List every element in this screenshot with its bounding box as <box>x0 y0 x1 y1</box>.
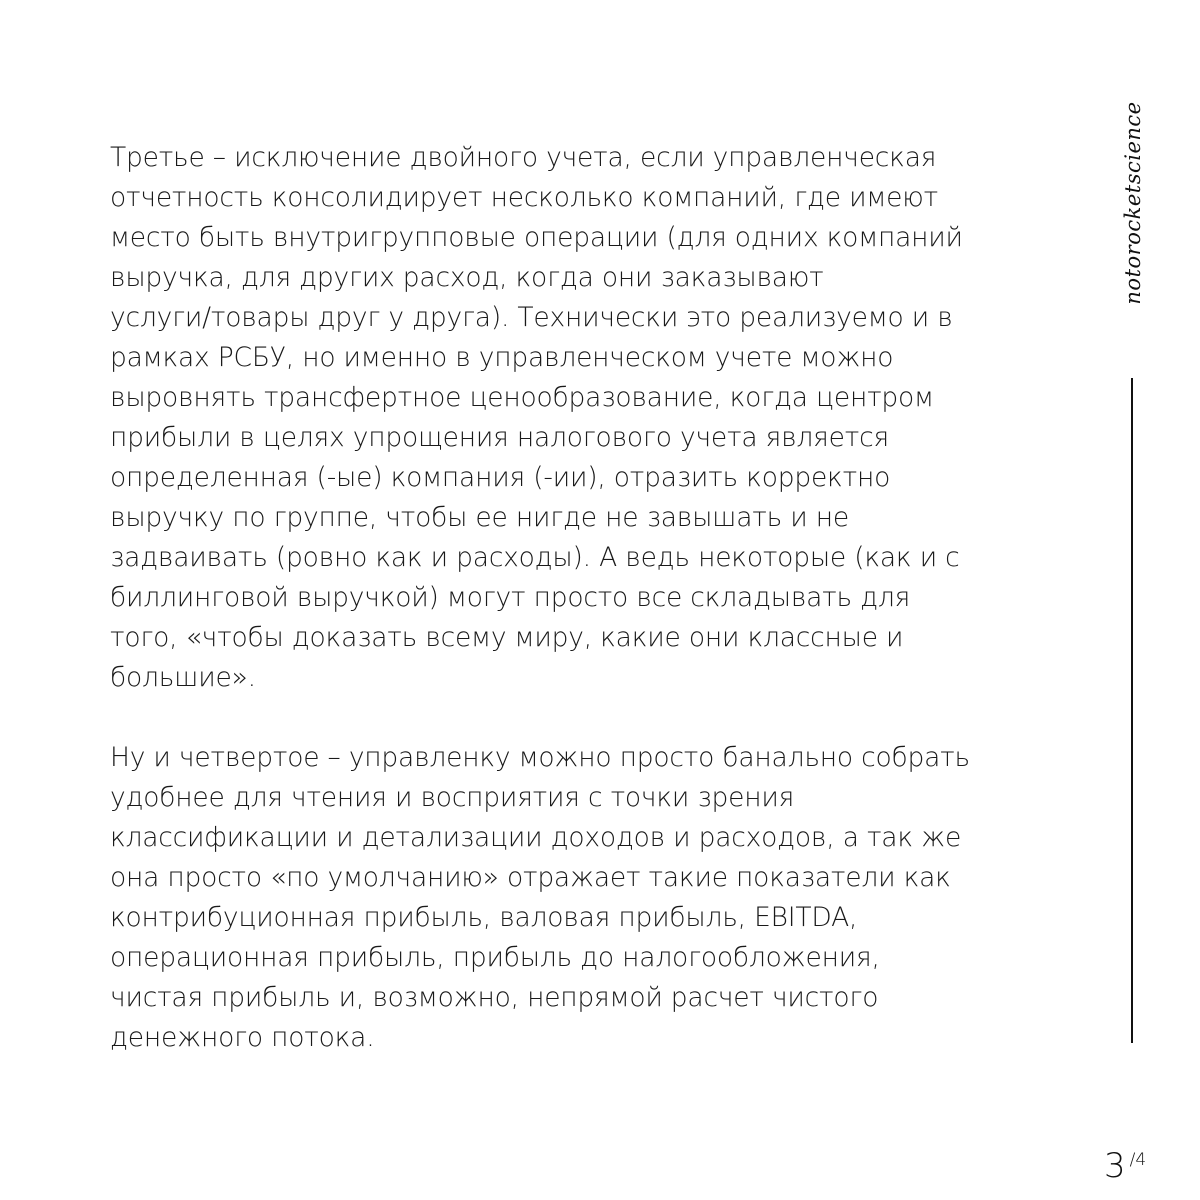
text-line: определенная (-ые) компания (-ии), отразить корректно <box>110 462 891 493</box>
text-line: чистая прибыль и, возможно, непрямой расчет чистого <box>110 982 879 1013</box>
text-line: биллинговой выручкой) могут просто все складывать для <box>110 582 911 613</box>
text-line: выручка, для других расход, когда они заказывают <box>110 262 824 293</box>
text-line: операционная прибыль, прибыль до налогообложения, <box>110 942 880 973</box>
text-line: того, «чтобы доказать всему миру, какие они классные и <box>110 622 904 653</box>
paragraph-2 <box>110 738 1070 1058</box>
text-line: услуги/товары друг у друга). Технически это реализуемо и в <box>110 302 953 333</box>
brand-text: notorocketscience <box>1120 100 1145 305</box>
text-line: выручку по группе, чтобы ее нигде не завышать и не <box>110 502 849 533</box>
text-line: денежного потока. <box>110 1022 375 1053</box>
text-line: место быть внутригрупповые операции (для одних компаний <box>110 222 963 253</box>
text-line: она просто «по умолчанию» отражает такие показатели как <box>110 862 951 893</box>
text-line: классификации и детализации доходов и расходов, а так же <box>110 822 962 853</box>
text-line: Третье – исключение двойного учета, если управленческая <box>110 142 937 173</box>
page-current: 3 <box>1104 1146 1126 1186</box>
brand-logo <box>1105 100 1160 305</box>
text-line: большие». <box>110 662 256 693</box>
text-line: прибыли в целях упрощения налогового учета является <box>110 422 889 453</box>
text-line: выровнять трансфертное ценообразование, когда центром <box>110 382 934 413</box>
paragraph-1 <box>110 138 1070 698</box>
text-line: рамках РСБУ, но именно в управленческом учете можно <box>110 342 894 373</box>
text-line: Ну и четвертое – управленку можно просто банально собрать <box>110 742 970 773</box>
page-indicator <box>1104 1146 1146 1186</box>
text-line: удобнее для чтения и восприятия с точки зрения <box>110 782 795 813</box>
article-body <box>110 138 1070 1058</box>
text-line: контрибуционная прибыль, валовая прибыль, EBITDA, <box>110 902 858 933</box>
text-line: задваивать (ровно как и расходы). А ведь некоторые (как и с <box>110 542 960 573</box>
page-total: /4 <box>1129 1150 1147 1170</box>
vertical-divider <box>1131 378 1133 1043</box>
text-line: отчетность консолидирует несколько компаний, где имеют <box>110 182 938 213</box>
